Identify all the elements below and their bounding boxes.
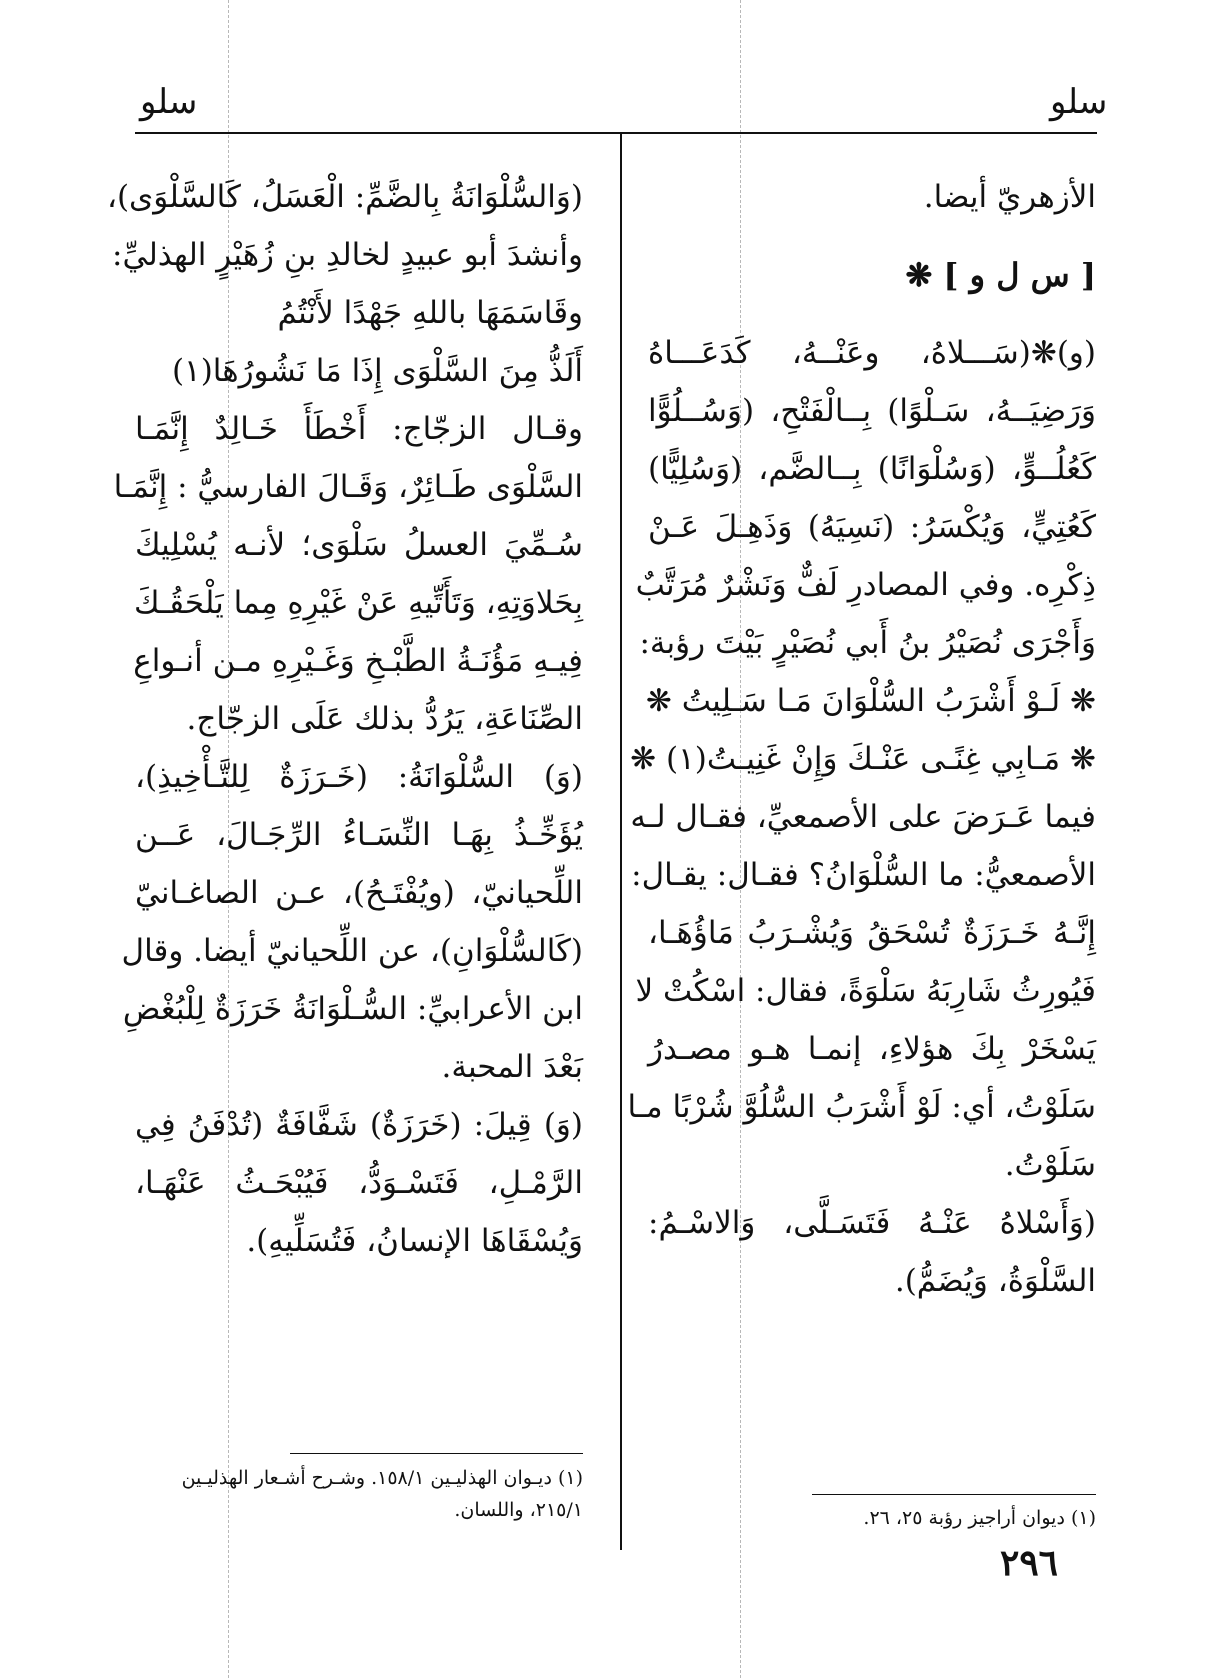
header-rule [135,132,1097,134]
footnote-rule [812,1494,1096,1495]
text-line: كَعُلُــوٍّ، (وَسُلْوَانًا) بِــالضَّم، (وَسُلِيًّا) [648,451,1096,487]
text-line: (وَالسُّلْوَانَةُ بِالضَّمِّ: الْعَسَلُ، كَالسَّلْوَى)، [106,179,583,215]
text-line: الأزهريّ أيضا. [923,179,1096,215]
text-line: (وَ) قِيلَ: (خَرَزَةٌ) شَفَّافَةٌ (تُدْفَنُ فِي [135,1107,583,1143]
running-header-right: سلو [1050,82,1108,122]
text-line: السَّلْوَةُ، وَيُضَمُّ). [894,1263,1096,1299]
text-line: السَّلْوَى طَـائِرٌ، وَقَـالَ الفارسيُّ : إِنَّمَـا [113,469,583,505]
text-line: بِحَلاوَتِهِ، وَتَأَتِّيهِ عَنْ غَيْرِهِ مِما يَلْحَقُـكَ [133,585,583,621]
text-line: ابن الأعرابيِّ: السُّـلْوَانَةُ خَرَزَةٌ لِلْبُغْضِ [122,991,583,1027]
footnote-line: (١) ديـوان الهذليـين ١٥٨/١. وشـرح أشـعار الهذليـين [181,1467,583,1489]
text-line: اللِّحيانيّ، (ويُفْتَـحُ)، عـن الصاغـانيّ [135,875,583,911]
verse-line: أَلَذُّ مِنَ السَّلْوَى إِذَا مَا نَشُورُهَا(١) [171,353,583,389]
page-number: ٢٩٦ [1000,1542,1059,1584]
right-column [627,168,1096,1310]
text-line: فِيـهِ مَؤُنَـةُ الطَّبْـخِ وَغَـيْرِهِ مـن أنـواعِ [133,643,583,679]
text-line: وَيُسْقَاهَا الإنسانُ، فَتُسَلِّيهِ). [246,1223,583,1259]
footnote-left [135,1462,583,1526]
text-line: (و)❋(سَـــلاهُ، وعَنْــهُ، كَدَعَـــاهُ [648,335,1096,371]
text-line: وقـال الزجّاج: أَخْطَأَ خَـالِدٌ إِنَّمَـا [135,411,583,447]
text-line: (وَأَسْلاهُ عَنْـهُ فَتَسَـلَّى، وَالاسْـمُ: [648,1205,1096,1241]
footnote-line: ٢١٥/١، واللسان. [454,1499,583,1521]
verse-line: ❋ لَـوْ أَشْرَبُ السُّلْوَانَ مَـا سَـلِيتُ ❋ [645,683,1096,719]
verse-line: ❋ مَـابِي غِنًـى عَنْـكَ وَإِنْ غَنِيـتُ(١) ❋ [630,741,1096,777]
text-line: سُـمِّيَ العسلُ سَلْوَى؛ لأنـه يُسْلِيكَ [135,527,583,563]
text-line: (كَالسُّلْوَانِ)، عن اللِّحيانيّ أيضا. وقال [121,933,583,969]
text-line: وَأَجْرَى نُصَيْرُ بنُ أَبي نُصَيْرٍ بَيْتَ رؤبة: [639,625,1096,661]
text-line: فَيُورِثُ شَارِبَهُ سَلْوَةً، فقال: اسْكُتْ لا [635,973,1096,1009]
text-line: الصِّنَاعَةِ، يَرُدُّ بذلك عَلَى الزجّاج. [186,701,583,737]
text-line: كَعُتِيٍّ، وَيُكْسَرُ: (نَسِيَهُ) وَذَهِـلَ عَـنْ [648,509,1096,545]
text-line: الأصمعيُّ: ما السُّلْوَانُ؟ فقـال: يقـال: [631,857,1096,893]
text-line: سَلَوْتُ، أي: لَوْ أَشْرَبُ السُّلُوَّ شُرْبًا مـا [627,1089,1096,1125]
left-column [106,168,583,1270]
column-divider [620,134,622,1550]
text-line: إِنَّـهُ خَـرَزَةٌ تُسْحَقُ وَيُشْـرَبُ مَاؤُهَـا، [648,915,1096,951]
text-line: وأنشدَ أبو عبيدٍ لخالدِ بنِ زُهَيْرٍ الهذليِّ: [112,237,583,273]
text-line: يُؤَخِّـذُ بِهَـا النِّسَـاءُ الرِّجَـالَ، عَــن [135,817,583,853]
verse-line: وقَاسَمَهَا باللهِ جَهْدًا لأَنْتُمُ [277,295,583,331]
text-line: يَسْخَرْ بِكَ هؤلاءِ، إنمـا هـو مصـدرُ [648,1031,1096,1067]
footnote-line: (١) ديوان أراجيز رؤبة ٢٥، ٢٦. [863,1507,1096,1529]
footnote-right [648,1502,1096,1534]
text-line: ذِكْرِه. وفي المصادرِ لَفٌّ وَنَشْرٌ مُرَتَّبٌ [635,567,1096,603]
text-line: بَعْدَ المحبة. [441,1049,583,1085]
text-line: سَلَوْتُ. [1004,1147,1096,1183]
text-line: (وَ) السُّلْوَانَةُ: (خَـرَزَةٌ لِلتَّـأْخِيذِ)، [135,759,583,795]
entry-heading: [ س ل و ] ❋ [905,256,1096,294]
text-line: فيما عَـرَضَ على الأصمعيِّ، فقـال لـه [630,799,1096,835]
footnote-rule [290,1453,583,1454]
running-header-left: سلو [140,82,198,122]
text-line: الرَّمْـلِ، فَتَسْـوَدُّ، فَيُبْحَـثُ عَنْهَـا، [135,1165,583,1201]
text-line: وَرَضِيَــهُ، سَـلْوًا) بِــالْفَتْحِ، (وَسُــلُوًّا [648,393,1096,429]
